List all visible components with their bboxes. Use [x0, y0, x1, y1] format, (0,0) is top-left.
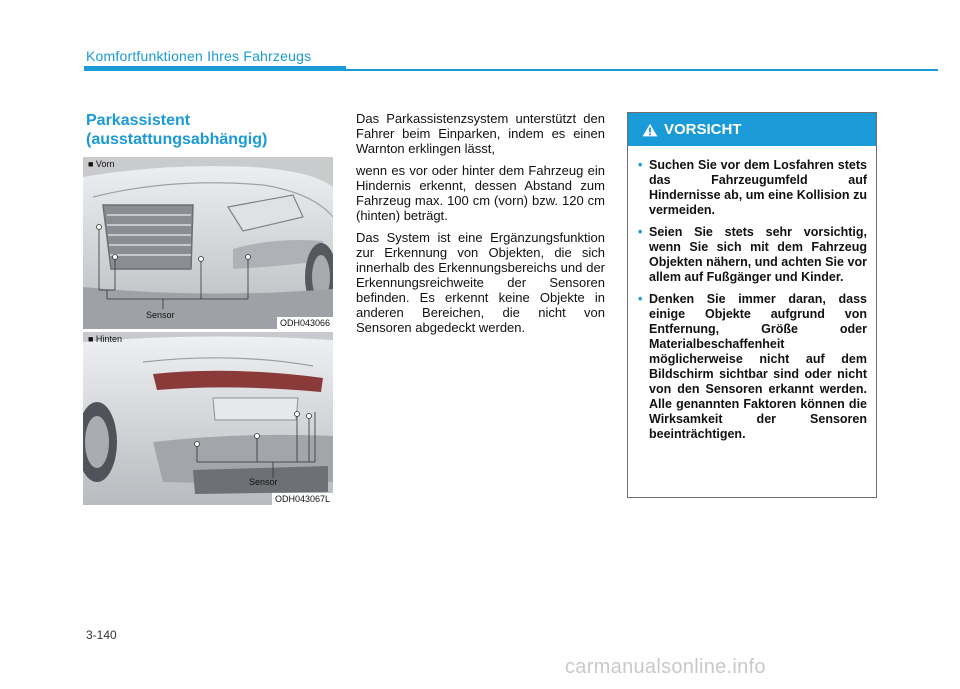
rear-car-illustration: [83, 332, 333, 505]
caution-item-text: Denken Sie immer daran, dass einige Objekte aufgrund von Entfernung, Größe oder Materialbeschaffenheit möglicherweise nicht auf dem Bildschirm sichtbar sind oder nicht von den Sensoren erkannt werden. Alle genannten Faktoren können die Wirksamkeit der Sensoren beeinträchtigen.: [649, 292, 867, 441]
caution-box: [627, 112, 877, 498]
front-photo-label: ■ Vorn: [88, 159, 115, 169]
rear-photo-code: ODH043067L: [272, 493, 333, 505]
caution-item-text: Suchen Sie vor dem Losfahren stets das Fahrzeugumfeld auf Hindernisse ab, um eine Kollision zu vermeiden.: [649, 158, 867, 217]
rear-sensor-label: Sensor: [249, 477, 278, 487]
section-title-line2: (ausstattungsabhängig): [86, 131, 268, 148]
front-car-illustration: [83, 157, 333, 329]
front-photo-code: ODH043066: [277, 317, 333, 329]
rear-photo-label: ■ Hinten: [88, 334, 122, 344]
caution-title: VORSICHT: [664, 121, 742, 138]
rear-sensor-photo: [83, 332, 333, 505]
bullet-icon: •: [638, 158, 643, 172]
caution-item: [638, 292, 867, 442]
body-text: [356, 111, 605, 342]
page-number: 3-140: [86, 628, 117, 642]
section-title-line1: Parkassistent: [86, 112, 191, 129]
section-title: [86, 111, 267, 149]
header-rule-thick: [84, 66, 346, 71]
watermark: carmanualsonline.info: [565, 656, 766, 678]
body-paragraph: Das Parkassistenzsystem unterstützt den Fahrer beim Einparken, indem es einen Warnton erklingen lässt,: [356, 111, 605, 156]
caution-header: [628, 113, 876, 146]
caution-item: [638, 225, 867, 285]
caution-list: [628, 146, 876, 442]
body-paragraph: wenn es vor oder hinter dem Fahrzeug ein Hindernis erkennt, dessen Abstand zum Fahrzeug max. 100 cm (vorn) bzw. 120 cm (hinten) beträgt.: [356, 163, 605, 223]
caution-item-text: Seien Sie stets sehr vorsichtig, wenn Sie sich mit dem Fahrzeug Objekten nähern, und achten Sie vor allem auf Fußgänger und Kinder.: [649, 225, 867, 284]
front-sensor-label: Sensor: [146, 310, 175, 320]
warning-triangle-icon: [642, 123, 658, 137]
caution-item: [638, 158, 867, 218]
front-sensor-photo: [83, 157, 333, 329]
header-rule-thin: [346, 69, 938, 71]
bullet-icon: •: [638, 292, 643, 306]
chapter-title: Komfortfunktionen Ihres Fahrzeugs: [86, 48, 312, 64]
body-paragraph: Das System ist eine Ergänzungsfunktion zur Erkennung von Objekten, die sich innerhalb des Erkennungsbereichs und der Erkennungsreichweite der Sensoren befinden. Es erkennt keine Objekte in anderen Bereichen, die nicht von Sensoren abgedeckt werden.: [356, 230, 605, 335]
bullet-icon: •: [638, 225, 643, 239]
